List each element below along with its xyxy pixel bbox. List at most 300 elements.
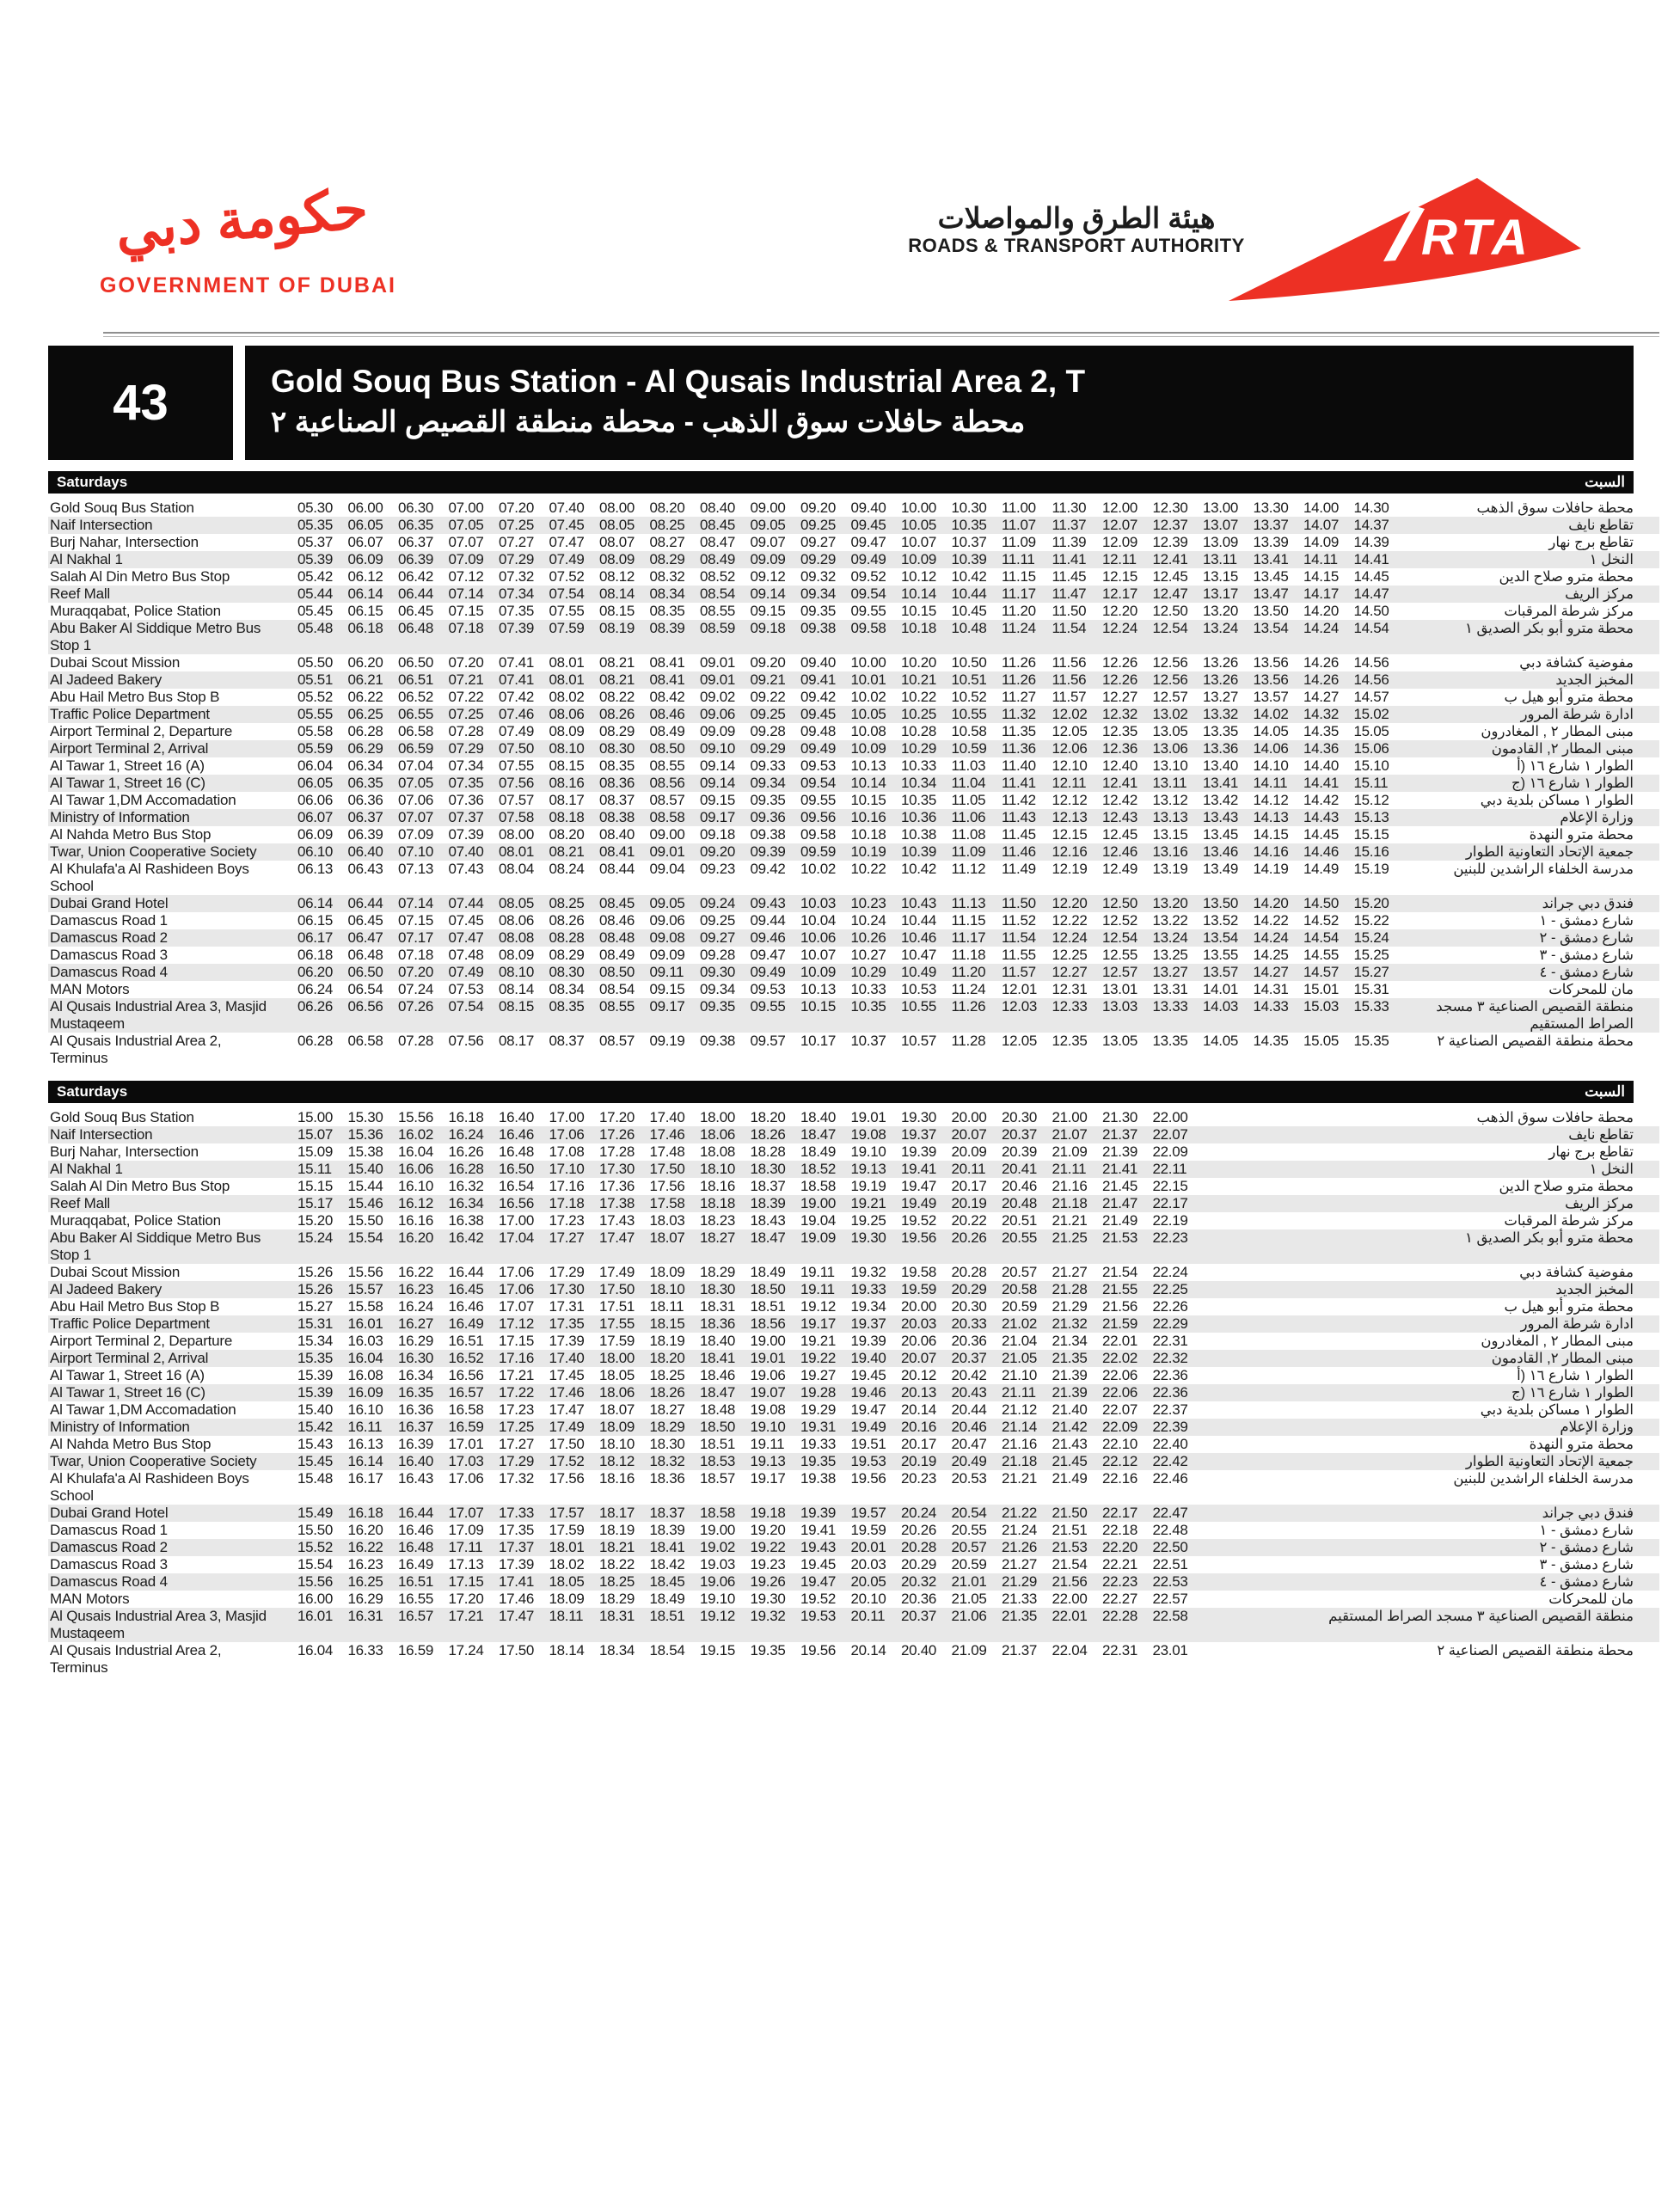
time-cells bbox=[297, 586, 1404, 603]
time-cell: 22.17 bbox=[1152, 1195, 1188, 1211]
time-cell: 07.56 bbox=[499, 775, 535, 791]
time-cell: 17.23 bbox=[499, 1401, 535, 1418]
time-cell: 08.35 bbox=[599, 757, 635, 774]
time-cell: 14.54 bbox=[1353, 620, 1389, 636]
time-cell: 08.38 bbox=[599, 809, 635, 825]
time-cell: 15.58 bbox=[347, 1298, 383, 1315]
time-cell: 19.10 bbox=[850, 1143, 886, 1160]
stop-name-ar: مركز الريف bbox=[1565, 1196, 1634, 1211]
time-cell: 22.10 bbox=[1102, 1436, 1138, 1452]
time-cell: 16.09 bbox=[347, 1384, 383, 1401]
time-cell: 12.39 bbox=[1152, 534, 1188, 550]
time-cell: 08.55 bbox=[700, 603, 736, 619]
time-cell: 15.45 bbox=[297, 1453, 334, 1469]
time-cell: 09.34 bbox=[800, 586, 837, 602]
time-cells bbox=[297, 895, 1404, 912]
time-cell: 08.44 bbox=[599, 861, 635, 877]
time-cell: 19.56 bbox=[901, 1229, 937, 1246]
time-cell: 09.25 bbox=[700, 912, 736, 929]
time-cell: 06.58 bbox=[347, 1033, 383, 1049]
time-cell: 06.34 bbox=[347, 757, 383, 774]
time-cell: 11.30 bbox=[1052, 500, 1087, 516]
time-cell: 06.05 bbox=[297, 775, 334, 791]
time-cell: 09.34 bbox=[700, 981, 736, 997]
time-cell: 13.01 bbox=[1102, 981, 1138, 997]
time-cell: 05.55 bbox=[297, 706, 334, 722]
time-cell: 16.23 bbox=[347, 1556, 383, 1573]
time-cell: 10.29 bbox=[850, 964, 886, 980]
time-cells bbox=[297, 1591, 1203, 1608]
time-cell: 22.19 bbox=[1152, 1212, 1188, 1229]
time-cell: 17.30 bbox=[599, 1161, 635, 1177]
table-row bbox=[48, 1470, 1659, 1505]
time-cell: 16.04 bbox=[347, 1350, 383, 1366]
time-cell: 10.17 bbox=[800, 1033, 837, 1049]
table-row bbox=[48, 964, 1659, 981]
time-cell: 08.46 bbox=[599, 912, 635, 929]
time-cell: 07.46 bbox=[499, 706, 535, 722]
table-row bbox=[48, 757, 1659, 775]
time-cell: 19.45 bbox=[850, 1367, 886, 1383]
time-cells bbox=[297, 568, 1404, 586]
time-cell: 15.33 bbox=[1353, 998, 1389, 1015]
time-cell: 12.09 bbox=[1102, 534, 1138, 550]
time-cell: 12.25 bbox=[1052, 947, 1088, 963]
time-cell: 09.06 bbox=[649, 912, 685, 929]
time-cell: 06.45 bbox=[347, 912, 383, 929]
time-cell: 15.17 bbox=[297, 1195, 334, 1211]
time-cell: 09.42 bbox=[800, 689, 837, 705]
time-cell: 16.38 bbox=[448, 1212, 484, 1229]
time-cell: 08.27 bbox=[649, 534, 685, 550]
time-cell: 10.53 bbox=[901, 981, 937, 997]
time-cell: 05.44 bbox=[297, 586, 334, 602]
time-cell: 12.05 bbox=[1002, 1033, 1038, 1049]
time-cell: 09.49 bbox=[750, 964, 786, 980]
time-cell: 17.51 bbox=[599, 1298, 635, 1315]
time-cell: 14.10 bbox=[1253, 757, 1289, 774]
time-cell: 09.10 bbox=[700, 740, 736, 757]
time-cell: 09.15 bbox=[750, 603, 786, 619]
time-cell: 07.14 bbox=[448, 586, 484, 602]
time-cell: 10.59 bbox=[951, 740, 987, 757]
time-cell: 19.23 bbox=[750, 1556, 786, 1573]
stop-name-ar: جمعية الإتحاد التعاونية الطوار bbox=[1465, 844, 1634, 860]
time-cell: 09.04 bbox=[649, 861, 685, 877]
time-cell: 21.02 bbox=[1002, 1315, 1038, 1332]
time-cell: 13.26 bbox=[1203, 671, 1239, 688]
time-cell: 09.54 bbox=[850, 586, 886, 602]
time-cell: 09.34 bbox=[750, 775, 786, 791]
time-cell: 12.30 bbox=[1152, 500, 1188, 516]
time-cell: 18.20 bbox=[649, 1350, 685, 1366]
time-cell: 10.37 bbox=[951, 534, 987, 550]
time-cell: 17.21 bbox=[499, 1367, 535, 1383]
time-cell: 19.21 bbox=[850, 1195, 886, 1211]
time-cell: 12.33 bbox=[1052, 998, 1088, 1015]
time-cell: 19.41 bbox=[901, 1161, 937, 1177]
time-cell: 17.15 bbox=[499, 1333, 535, 1349]
time-cells bbox=[297, 929, 1404, 947]
time-cells bbox=[297, 723, 1404, 740]
stop-name-ar: مبنى المطار ٢, القادمون bbox=[1491, 1351, 1634, 1366]
time-cell: 18.23 bbox=[700, 1212, 736, 1229]
time-cell: 22.51 bbox=[1152, 1556, 1188, 1573]
time-cell: 09.14 bbox=[750, 586, 786, 602]
time-cell: 13.26 bbox=[1203, 654, 1239, 671]
time-cell: 07.56 bbox=[448, 1033, 484, 1049]
time-cell: 21.43 bbox=[1052, 1436, 1088, 1452]
time-cell: 13.32 bbox=[1203, 706, 1239, 722]
time-cell: 09.30 bbox=[700, 964, 736, 980]
time-cell: 18.08 bbox=[700, 1143, 736, 1160]
time-cell: 20.57 bbox=[951, 1539, 987, 1555]
stop-name-ar: مفوضية كشافة دبي bbox=[1519, 655, 1634, 671]
time-cell: 20.07 bbox=[951, 1126, 987, 1143]
time-cell: 12.03 bbox=[1002, 998, 1038, 1015]
time-cell: 09.27 bbox=[700, 929, 736, 946]
time-cell: 09.29 bbox=[750, 740, 786, 757]
time-cell: 13.05 bbox=[1102, 1033, 1138, 1049]
time-cell: 12.12 bbox=[1052, 792, 1088, 808]
time-cell: 06.44 bbox=[398, 586, 434, 602]
stop-name-ar: محطة حافلات سوق الذهب bbox=[1476, 500, 1634, 516]
time-cell: 11.32 bbox=[1002, 706, 1036, 722]
time-cell: 19.19 bbox=[850, 1178, 886, 1194]
time-cell: 09.53 bbox=[800, 757, 837, 774]
time-cells bbox=[297, 1642, 1203, 1677]
time-cell: 11.50 bbox=[1002, 895, 1036, 911]
stop-name-ar: جمعية الإتحاد التعاونية الطوار bbox=[1465, 1454, 1634, 1469]
time-cell: 12.26 bbox=[1102, 671, 1138, 688]
time-cell: 16.02 bbox=[398, 1126, 434, 1143]
time-cell: 06.09 bbox=[347, 551, 383, 567]
stop-name-en: Dubai Grand Hotel bbox=[50, 1505, 169, 1521]
time-cell: 10.00 bbox=[850, 654, 886, 671]
time-cell: 17.25 bbox=[499, 1419, 535, 1435]
time-cell: 11.15 bbox=[1002, 568, 1036, 585]
time-cell: 20.17 bbox=[951, 1178, 987, 1194]
time-cell: 06.29 bbox=[347, 740, 383, 757]
time-cell: 19.49 bbox=[901, 1195, 937, 1211]
stop-name-ar: المخبز الجديد bbox=[1555, 672, 1634, 688]
time-cells bbox=[297, 1178, 1203, 1195]
stop-name-ar: شارع دمشق - ١ bbox=[1539, 913, 1634, 929]
time-cell: 20.16 bbox=[901, 1419, 937, 1435]
time-cell: 18.29 bbox=[649, 1419, 685, 1435]
time-cell: 07.21 bbox=[448, 671, 484, 688]
time-cells bbox=[297, 551, 1404, 568]
stop-name-ar: مبنى المطار ٢ , المغادرون bbox=[1481, 1333, 1634, 1349]
time-cell: 15.40 bbox=[347, 1161, 383, 1177]
time-cell: 16.04 bbox=[297, 1642, 334, 1658]
time-cell: 14.19 bbox=[1253, 861, 1289, 877]
time-cell: 21.56 bbox=[1052, 1573, 1088, 1590]
time-cell: 16.35 bbox=[398, 1384, 434, 1401]
time-cell: 16.46 bbox=[499, 1126, 535, 1143]
time-cell: 16.10 bbox=[347, 1401, 383, 1418]
time-cell: 17.29 bbox=[549, 1264, 585, 1280]
time-cell: 10.29 bbox=[901, 740, 937, 757]
time-cell: 21.59 bbox=[1102, 1315, 1138, 1332]
time-cell: 06.15 bbox=[297, 912, 334, 929]
route-title-english: Gold Souq Bus Station - Al Qusais Industrial Area 2, T bbox=[271, 363, 1086, 399]
time-cell: 18.25 bbox=[599, 1573, 635, 1590]
time-cell: 20.48 bbox=[1002, 1195, 1038, 1211]
time-cell: 21.21 bbox=[1052, 1212, 1088, 1229]
time-cell: 08.01 bbox=[549, 654, 585, 671]
table-row bbox=[48, 998, 1659, 1033]
time-cell: 07.45 bbox=[549, 517, 585, 533]
time-cell: 08.26 bbox=[599, 706, 635, 722]
time-cell: 09.54 bbox=[800, 775, 837, 791]
time-cell: 06.35 bbox=[398, 517, 434, 533]
time-cell: 19.35 bbox=[750, 1642, 786, 1658]
time-cell: 08.37 bbox=[549, 1033, 585, 1049]
stop-name-en: Damascus Road 2 bbox=[50, 929, 168, 946]
time-cell: 18.07 bbox=[649, 1229, 685, 1246]
time-cell: 20.17 bbox=[901, 1436, 937, 1452]
time-cell: 18.22 bbox=[599, 1556, 635, 1573]
time-cell: 09.28 bbox=[700, 947, 736, 963]
time-cells bbox=[297, 1470, 1203, 1505]
time-cell: 13.42 bbox=[1203, 792, 1239, 808]
time-cells bbox=[297, 620, 1404, 654]
time-cell: 10.38 bbox=[901, 826, 937, 843]
time-cell: 08.06 bbox=[499, 912, 535, 929]
time-cells bbox=[297, 1453, 1203, 1470]
time-cells bbox=[297, 1126, 1203, 1143]
time-cell: 16.23 bbox=[398, 1281, 434, 1297]
time-cell: 15.44 bbox=[347, 1178, 383, 1194]
time-cell: 20.19 bbox=[951, 1195, 987, 1211]
time-cell: 08.49 bbox=[649, 723, 685, 739]
time-cell: 11.46 bbox=[1002, 843, 1036, 860]
time-cell: 06.20 bbox=[297, 964, 334, 980]
time-cell: 15.43 bbox=[297, 1436, 334, 1452]
day-label-english: Saturdays bbox=[57, 474, 128, 490]
time-cell: 14.16 bbox=[1253, 843, 1289, 860]
time-cell: 12.06 bbox=[1052, 740, 1088, 757]
time-cell: 22.28 bbox=[1102, 1608, 1138, 1624]
time-cells bbox=[297, 1419, 1203, 1436]
time-cell: 22.18 bbox=[1102, 1522, 1138, 1538]
time-cell: 07.07 bbox=[448, 534, 484, 550]
table-row bbox=[48, 895, 1659, 912]
time-cell: 08.10 bbox=[549, 740, 585, 757]
time-cell: 11.09 bbox=[1002, 534, 1036, 550]
time-cell: 20.37 bbox=[951, 1350, 987, 1366]
time-cell: 19.53 bbox=[850, 1453, 886, 1469]
stop-name-ar: ادارة شرطة المرور bbox=[1520, 707, 1634, 722]
time-cell: 19.39 bbox=[901, 1143, 937, 1160]
time-cell: 21.49 bbox=[1052, 1470, 1088, 1487]
time-cell: 19.32 bbox=[750, 1608, 786, 1624]
time-cell: 09.09 bbox=[750, 551, 786, 567]
time-cell: 08.09 bbox=[499, 947, 535, 963]
stop-name-en: Abu Baker Al Siddique Metro Bus Stop 1 bbox=[50, 620, 261, 653]
time-cell: 06.28 bbox=[347, 723, 383, 739]
stop-name-ar: شارع دمشق - ٢ bbox=[1539, 930, 1634, 946]
time-cell: 08.24 bbox=[549, 861, 585, 877]
time-cell: 19.39 bbox=[850, 1333, 886, 1349]
stop-name-en: Al Tawar 1, Street 16 (A) bbox=[50, 757, 205, 774]
time-cell: 22.02 bbox=[1102, 1350, 1138, 1366]
time-cell: 21.21 bbox=[1002, 1470, 1038, 1487]
time-cell: 18.15 bbox=[649, 1315, 685, 1332]
stop-name-en: Reef Mall bbox=[50, 586, 111, 602]
time-cell: 20.43 bbox=[951, 1384, 987, 1401]
time-cell: 18.26 bbox=[649, 1384, 685, 1401]
stop-name-en: Ministry of Information bbox=[50, 809, 190, 825]
time-cell: 15.15 bbox=[297, 1178, 334, 1194]
time-cell: 12.54 bbox=[1152, 620, 1188, 636]
time-cells bbox=[297, 1384, 1203, 1401]
time-cell: 10.00 bbox=[901, 500, 937, 516]
time-cell: 11.36 bbox=[1002, 740, 1036, 757]
time-cell: 19.01 bbox=[850, 1109, 886, 1125]
time-cell: 11.47 bbox=[1052, 586, 1087, 602]
time-cell: 15.24 bbox=[297, 1229, 334, 1246]
time-cell: 11.39 bbox=[1052, 534, 1087, 550]
time-cell: 16.24 bbox=[448, 1126, 484, 1143]
time-cell: 08.55 bbox=[599, 998, 635, 1015]
time-cell: 19.06 bbox=[750, 1367, 786, 1383]
time-cell: 18.27 bbox=[649, 1401, 685, 1418]
time-cell: 22.26 bbox=[1152, 1298, 1188, 1315]
time-cell: 10.20 bbox=[901, 654, 937, 671]
time-cell: 20.32 bbox=[901, 1573, 937, 1590]
time-cell: 12.15 bbox=[1102, 568, 1138, 585]
time-cell: 08.49 bbox=[599, 947, 635, 963]
time-cell: 15.30 bbox=[347, 1109, 383, 1125]
time-cell: 19.56 bbox=[800, 1642, 837, 1658]
time-cell: 17.15 bbox=[448, 1573, 484, 1590]
route-title-arabic: محطة حافلات سوق الذهب - محطة منطقة القصيص الصناعية ٢ bbox=[271, 405, 1026, 438]
time-cell: 08.45 bbox=[599, 895, 635, 911]
timetable bbox=[48, 500, 1659, 1067]
time-cell: 08.35 bbox=[649, 603, 685, 619]
time-cell: 08.21 bbox=[549, 843, 585, 860]
time-cell: 17.50 bbox=[499, 1642, 535, 1658]
time-cell: 19.00 bbox=[700, 1522, 736, 1538]
time-cell: 17.40 bbox=[649, 1109, 685, 1125]
time-cell: 18.47 bbox=[700, 1384, 736, 1401]
time-cell: 22.53 bbox=[1152, 1573, 1188, 1590]
time-cell: 18.10 bbox=[599, 1436, 635, 1452]
time-cell: 09.05 bbox=[649, 895, 685, 911]
time-cell: 06.39 bbox=[347, 826, 383, 843]
time-cell: 05.30 bbox=[297, 500, 334, 516]
time-cell: 06.51 bbox=[398, 671, 434, 688]
time-cell: 15.56 bbox=[398, 1109, 434, 1125]
time-cell: 13.02 bbox=[1152, 706, 1188, 722]
table-row bbox=[48, 1591, 1659, 1608]
time-cell: 07.28 bbox=[448, 723, 484, 739]
time-cell: 07.14 bbox=[398, 895, 434, 911]
time-cell: 18.10 bbox=[649, 1281, 685, 1297]
time-cell: 12.01 bbox=[1002, 981, 1038, 997]
time-cell: 09.20 bbox=[700, 843, 736, 860]
time-cell: 17.21 bbox=[448, 1608, 484, 1624]
time-cell: 15.27 bbox=[1353, 964, 1389, 980]
time-cell: 07.59 bbox=[549, 620, 585, 636]
time-cell: 12.17 bbox=[1102, 586, 1138, 602]
stop-name-en: MAN Motors bbox=[50, 981, 130, 997]
time-cell: 15.46 bbox=[347, 1195, 383, 1211]
time-cell: 06.47 bbox=[347, 929, 383, 946]
time-cell: 08.29 bbox=[549, 947, 585, 963]
time-cell: 20.30 bbox=[1002, 1109, 1038, 1125]
time-cell: 22.32 bbox=[1152, 1350, 1188, 1366]
time-cell: 16.18 bbox=[448, 1109, 484, 1125]
time-cell: 19.10 bbox=[700, 1591, 736, 1607]
time-cell: 08.25 bbox=[649, 517, 685, 533]
time-cell: 06.55 bbox=[398, 706, 434, 722]
time-cell: 21.35 bbox=[1002, 1608, 1038, 1624]
time-cell: 06.07 bbox=[347, 534, 383, 550]
time-cell: 09.18 bbox=[750, 620, 786, 636]
table-row bbox=[48, 586, 1659, 603]
table-row bbox=[48, 1384, 1659, 1401]
time-cell: 06.15 bbox=[347, 603, 383, 619]
time-cell: 14.27 bbox=[1303, 689, 1340, 705]
time-cell: 18.03 bbox=[649, 1212, 685, 1229]
time-cell: 16.40 bbox=[398, 1453, 434, 1469]
table-row bbox=[48, 861, 1659, 895]
time-cells bbox=[297, 689, 1404, 706]
time-cell: 21.11 bbox=[1052, 1161, 1087, 1177]
time-cell: 12.22 bbox=[1052, 912, 1088, 929]
time-cell: 19.28 bbox=[800, 1384, 837, 1401]
time-cell: 09.32 bbox=[800, 568, 837, 585]
time-cell: 19.34 bbox=[850, 1298, 886, 1315]
time-cell: 07.27 bbox=[499, 534, 535, 550]
time-cell: 21.27 bbox=[1052, 1264, 1088, 1280]
time-cell: 11.17 bbox=[951, 929, 986, 946]
time-cell: 07.54 bbox=[549, 586, 585, 602]
time-cell: 18.31 bbox=[599, 1608, 635, 1624]
time-cell: 09.09 bbox=[649, 947, 685, 963]
time-cell: 08.20 bbox=[649, 500, 685, 516]
time-cell: 12.47 bbox=[1152, 586, 1188, 602]
time-cell: 18.06 bbox=[700, 1126, 736, 1143]
time-cell: 11.35 bbox=[1002, 723, 1036, 739]
time-cell: 20.23 bbox=[901, 1470, 937, 1487]
time-cell: 09.55 bbox=[800, 792, 837, 808]
time-cell: 08.35 bbox=[549, 998, 585, 1015]
time-cell: 15.57 bbox=[347, 1281, 383, 1297]
time-cell: 22.21 bbox=[1102, 1556, 1138, 1573]
stop-name-en: Al Tawar 1,DM Accomadation bbox=[50, 792, 236, 808]
time-cell: 08.56 bbox=[649, 775, 685, 791]
time-cell: 21.16 bbox=[1052, 1178, 1088, 1194]
time-cell: 15.00 bbox=[297, 1109, 334, 1125]
time-cell: 16.28 bbox=[448, 1161, 484, 1177]
time-cell: 13.45 bbox=[1203, 826, 1239, 843]
time-cell: 18.42 bbox=[649, 1556, 685, 1573]
time-cell: 13.37 bbox=[1253, 517, 1289, 533]
stop-name-ar: مدرسة الخلفاء الراشدين للبنين bbox=[1453, 1471, 1634, 1487]
time-cell: 07.10 bbox=[398, 843, 434, 860]
time-cell: 15.12 bbox=[1353, 792, 1389, 808]
stop-name-en: Traffic Police Department bbox=[50, 706, 210, 722]
time-cell: 06.50 bbox=[347, 964, 383, 980]
time-cell: 09.20 bbox=[800, 500, 837, 516]
time-cell: 11.08 bbox=[951, 826, 986, 843]
time-cell: 18.53 bbox=[700, 1453, 736, 1469]
time-cell: 09.59 bbox=[800, 843, 837, 860]
